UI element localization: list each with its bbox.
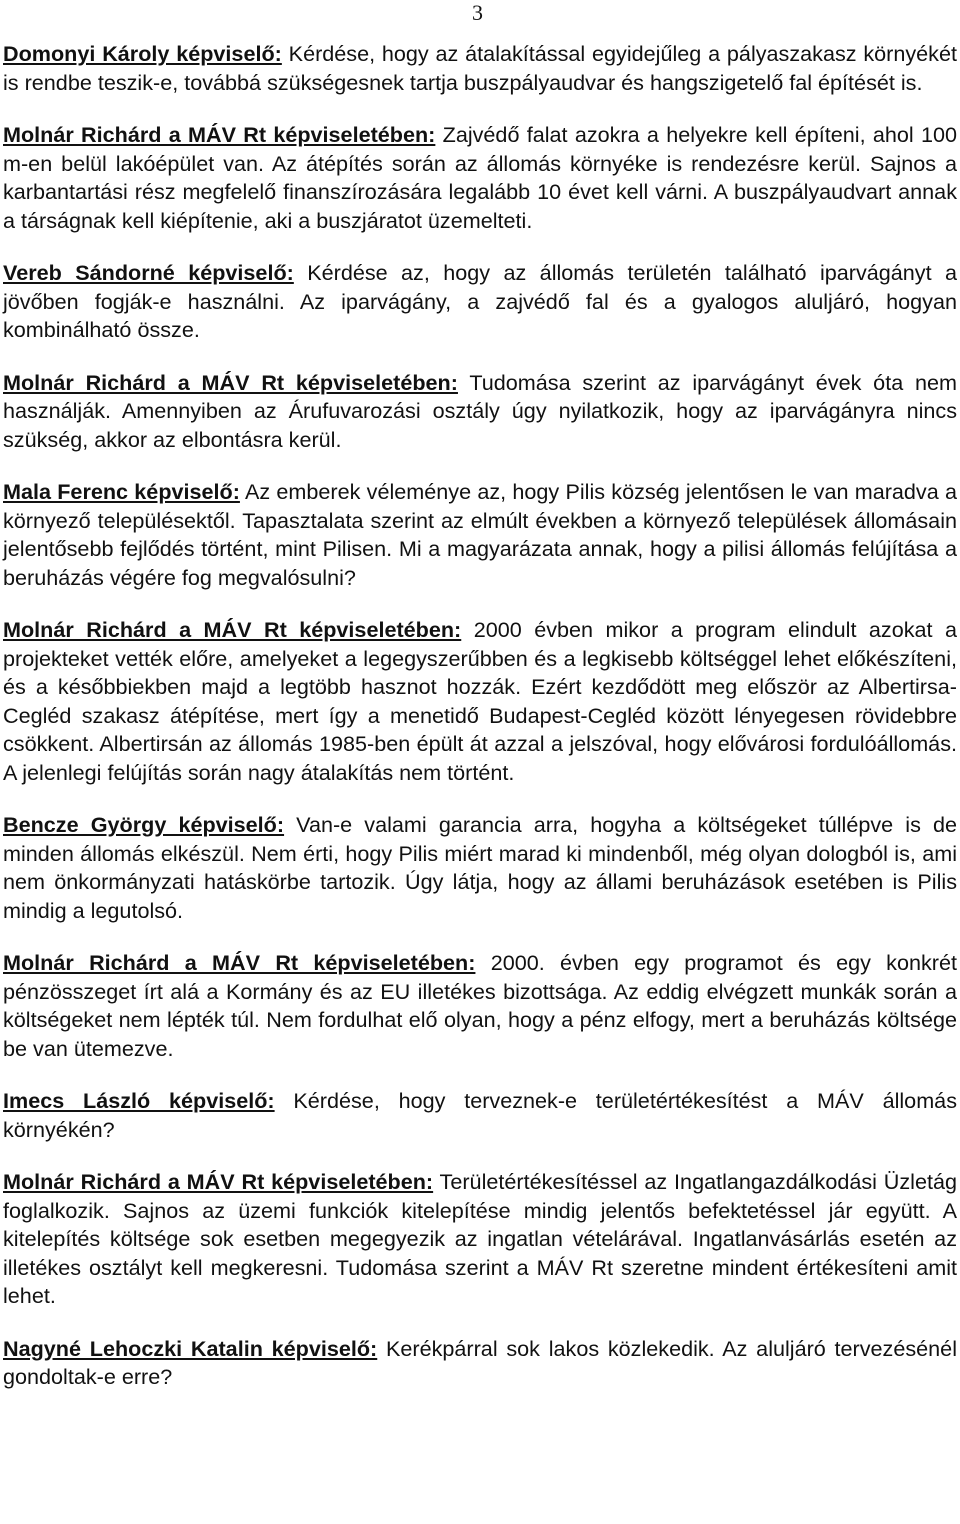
speaker-label: Bencze György képviselő:	[3, 812, 285, 837]
speaker-label: Domonyi Károly képviselő:	[3, 41, 282, 66]
paragraph-text: Kérdése, hogy terveznek-e területértékesítést a MÁV állomás környékén?	[3, 1088, 957, 1142]
paragraph-molnar-2	[3, 369, 957, 455]
speaker-label: Molnár Richárd a MÁV Rt képviseletében:	[3, 122, 436, 147]
paragraph-bencze	[3, 811, 957, 925]
paragraph-domonyi	[3, 40, 957, 97]
paragraph-nagyne	[3, 1335, 957, 1392]
paragraph-imecs	[3, 1087, 957, 1144]
speaker-label: Imecs László képviselő:	[3, 1088, 275, 1113]
speaker-label: Vereb Sándorné képviselő:	[3, 260, 294, 285]
speaker-label: Mala Ferenc képviselő:	[3, 479, 240, 504]
paragraph-text: 2000. évben egy programot és egy konkrét pénzösszeget írt alá a Kormány és az EU illetékes bizottsága. Az eddig elvégzett munkák során a költségeket nem lépték túl. Nem fordulhat elő olyan, hogy a pénz elfogy, mert a beruházás költsége be van ütemezve.	[3, 950, 957, 1061]
speaker-label: Molnár Richárd a MÁV Rt képviseletében:	[3, 369, 458, 395]
paragraph-text: Kerékpárral sok lakos közlekedik. Az aluljáró tervezésénél gondoltak-e erre?	[3, 1335, 957, 1389]
paragraph-text: Kérdése, hogy az átalakítással egyidejűleg a pályaszakasz környékét is rendbe teszik-e, továbbá szükségesnek tartja buszpályaudvar és hangszigetelő fal építését is.	[3, 41, 957, 95]
paragraph-text: Zajvédő falat azokra a helyekre kell építeni, ahol 100 m-en belül lakóépület van. Az átépítés során az állomás környéke is rendezésre kerül. Sajnos a karbantartási rész megfelelő finanszírozására legalább 10 évet kell várni. A buszpályaudvart annak a társágnak kell kiépítenie, aki a buszjáratot üzemelteti.	[3, 122, 957, 233]
paragraph-molnar-4	[3, 949, 957, 1063]
paragraph-molnar-5	[3, 1168, 957, 1311]
page-number: 3	[472, 0, 483, 25]
speaker-label: Nagyné Lehoczki Katalin képviselő:	[3, 1335, 378, 1361]
paragraph-text: Van-e valami garancia arra, hogyha a költségeket túllépve is de minden állomás elkészül. Nem érti, hogy Pilis miért marad ki mindenből, még olyan dologból is, ami nem önkormányzati hatáskörbe tartozik. Úgy látja, hogy az állami beruházások esetében is Pilis mindig a legutolsó.	[3, 812, 957, 923]
speaker-label: Molnár Richárd a MÁV Rt képviseletében:	[3, 617, 462, 642]
speaker-label: Molnár Richárd a MÁV Rt képviseletében:	[3, 1169, 434, 1194]
paragraph-text: 2000 évben mikor a program elindult azokat a projekteket vették előre, amelyeket a legegyszerűbben és a legkisebb költséggel lehet előkészíteni, és a későbbiekben majd a legtöbb hasznot hozzák. Ezért kezdődött meg először az Albertirsa-Cegléd szakasz átépítése, mert így a menetidő Budapest-Cegléd között lényegesen rövidebbre csökkent. Albertirsán az állomás 1985-ben épült át azzal a jelszóval, hogy elővárosi fordulóállomás. A jelenlegi felújítás során nagy átalakítás nem történt.	[3, 617, 957, 785]
speaker-label: Molnár Richárd a MÁV Rt képviseletében:	[3, 950, 476, 975]
paragraph-vereb	[3, 259, 957, 345]
minutes-document	[3, 40, 957, 1416]
paragraph-mala	[3, 478, 957, 592]
paragraph-text: Kérdése az, hogy az állomás területén található iparvágányt a jövőben fogják-e használni. Az iparvágány, a zajvédő fal és a gyalogos aluljáró, hogyan kombinálható össze.	[3, 260, 957, 342]
paragraph-text: Területértékesítéssel az Ingatlangazdálkodási Üzletág foglalkozik. Sajnos az üzemi funkciók kitelepítése mindig jelentős befektetéssel jár együtt. A kitelepítés költsége sok esetben megegyezik az ingatlan vételárával. Ingatlanvásárlás esetén az illetékes osztályt kell megkeresni. Tudomása szerint a MÁV Rt szeretne mindent értékesíteni amit lehet.	[3, 1169, 957, 1308]
paragraph-molnar-1	[3, 121, 957, 235]
paragraph-text: Tudomása szerint az iparvágányt évek óta nem használják. Amennyiben az Árufuvarozási osztály úgy nyilatkozik, hogy az iparvágányra nincs szükség, akkor az elbontásra kerül.	[3, 369, 958, 452]
paragraph-molnar-3	[3, 616, 957, 787]
paragraph-text: Az emberek véleménye az, hogy Pilis község jelentősen le van maradva a környező településektől. Tapasztalata szerint az elmúlt években a környező települések állomásain jelentősebb fejlődés történt, mint Pilisen. Mi a magyarázata annak, hogy a pilisi állomás felújítása a beruházás végére fog megvalósulni?	[3, 479, 957, 590]
